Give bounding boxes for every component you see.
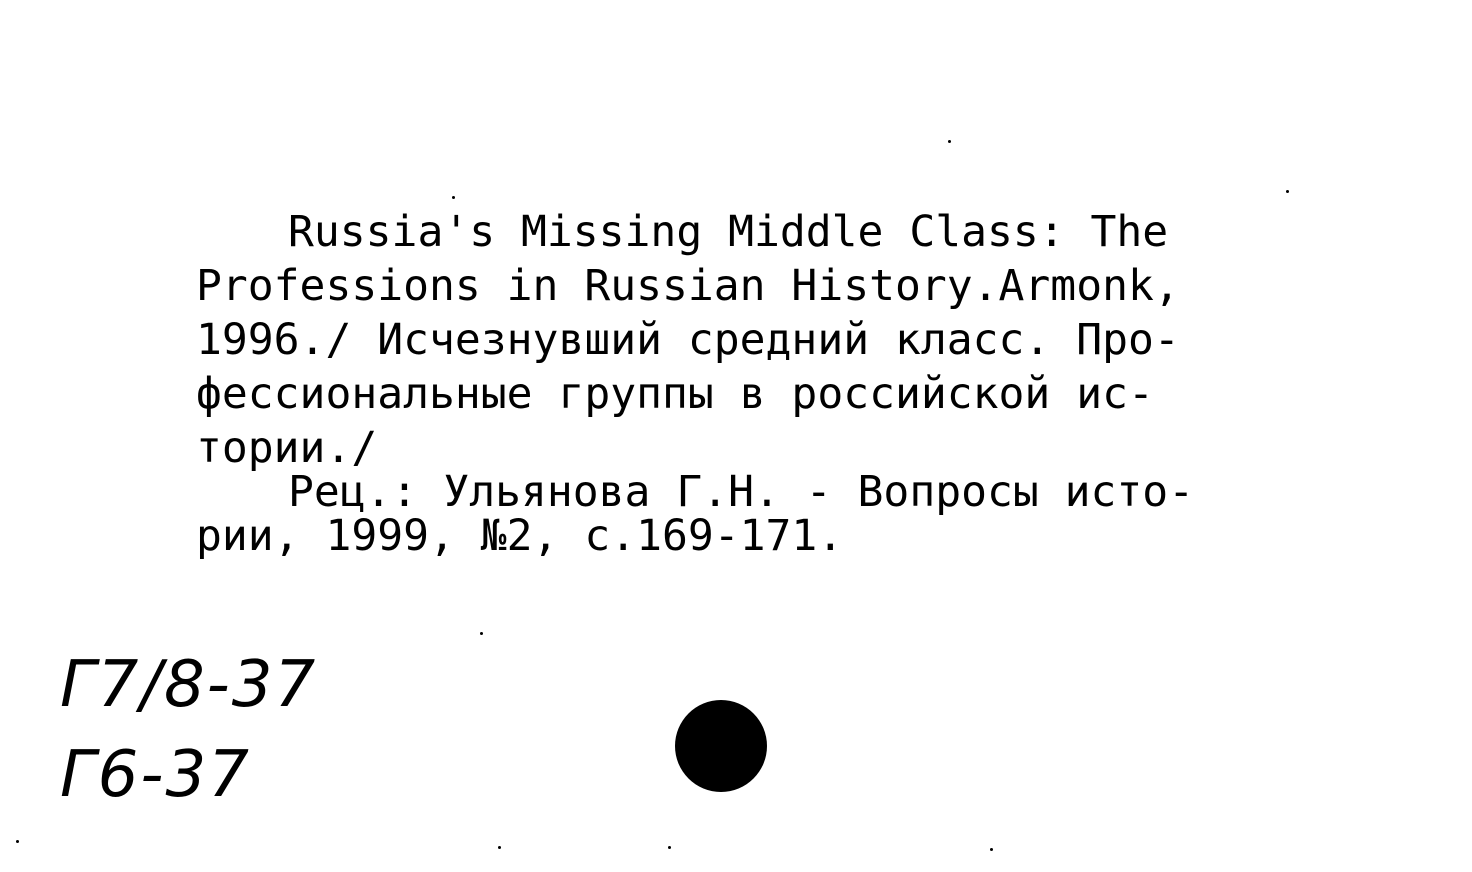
scan-speck — [480, 632, 483, 635]
card-text-line: тории./ — [196, 423, 378, 473]
card-text-line: фессиональные группы в российской ис- — [196, 369, 1154, 419]
card-text-line: Professions in Russian History.Armonk, — [196, 261, 1180, 311]
card-text-line: 1996./ Исчезнувший средний класс. Про- — [196, 315, 1180, 365]
card-text-line: Russia's Missing Middle Class: The — [288, 207, 1169, 257]
scan-speck — [498, 846, 501, 849]
card-text-line: Рец.: Ульянова Г.Н. - Вопросы исто- — [288, 467, 1195, 517]
scan-speck — [948, 140, 951, 143]
card-text-line: рии, 1999, №2, с.169-171. — [196, 511, 844, 561]
scan-speck — [1286, 190, 1289, 193]
scan-speck — [16, 840, 19, 843]
scan-speck — [452, 196, 455, 199]
shelfmark-line-2: Г6-37 — [60, 738, 251, 812]
scan-speck — [990, 848, 993, 851]
shelfmark-line-1: Г7/8-37 — [60, 648, 318, 722]
scan-speck — [668, 846, 671, 849]
card-text-block — [196, 205, 1376, 563]
punch-hole — [675, 700, 767, 792]
